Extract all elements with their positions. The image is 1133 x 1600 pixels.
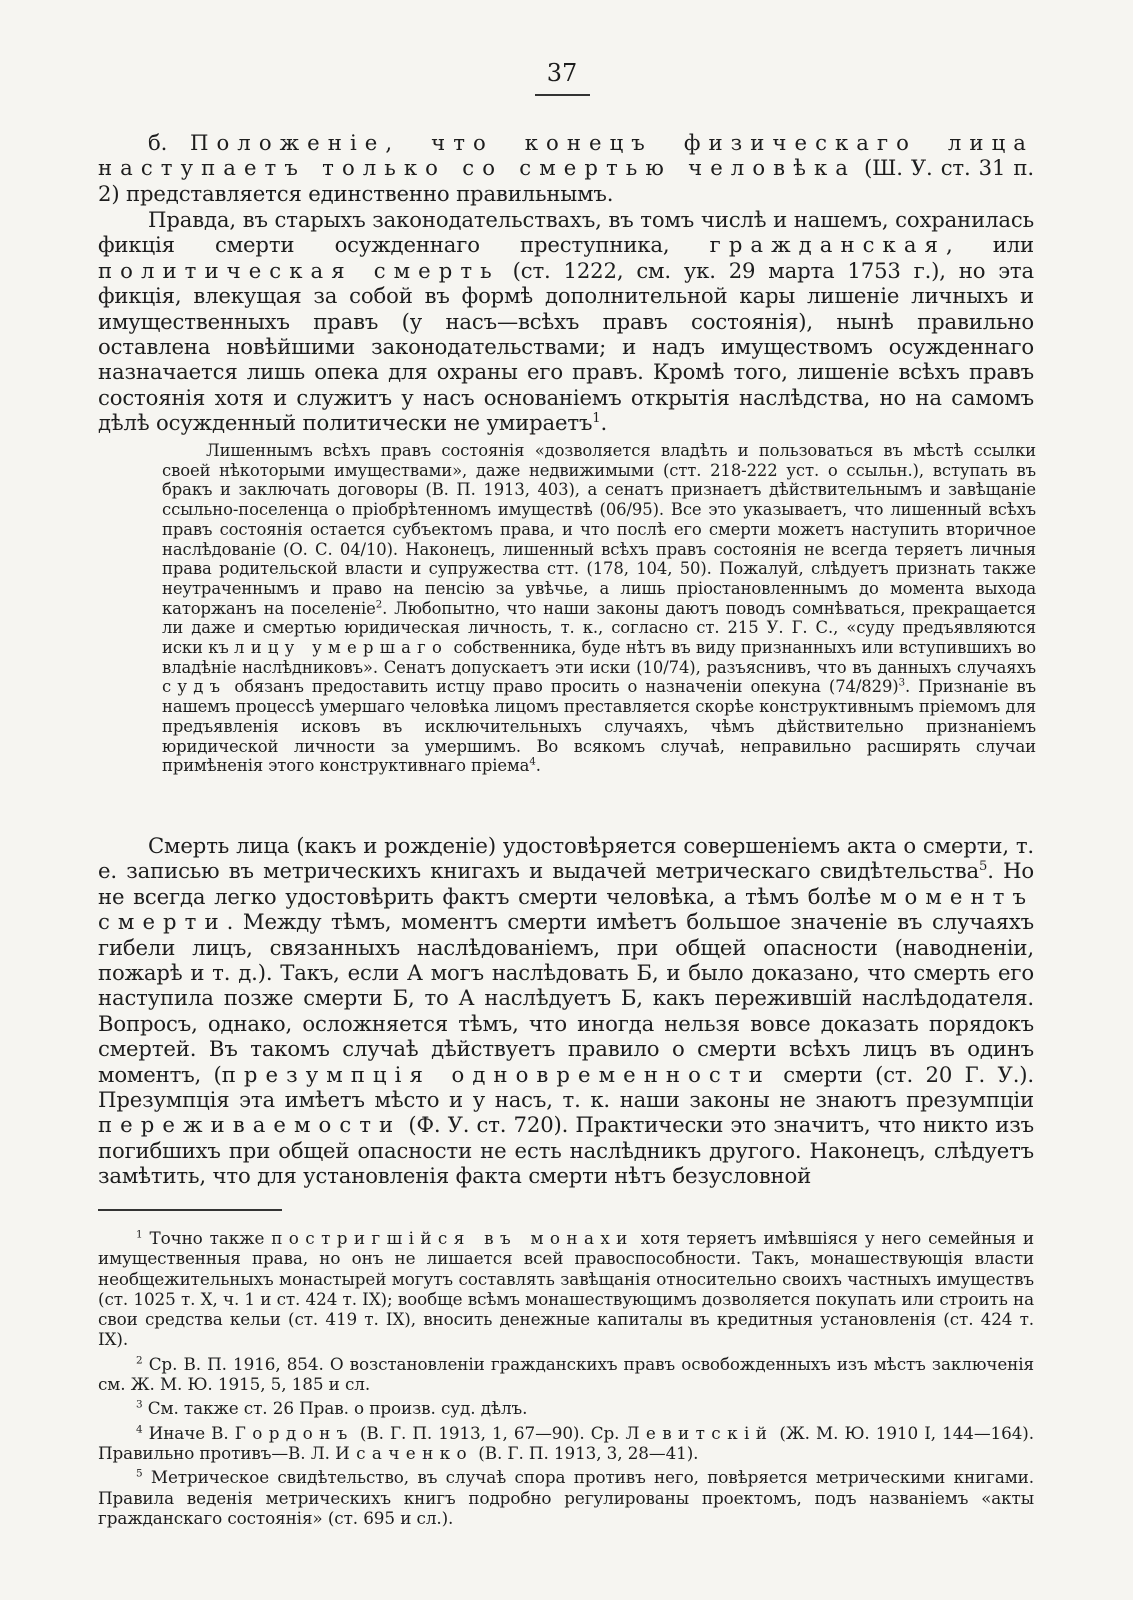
spaced-emphasis: Положеніе, что конецъ физическаго лица наступаетъ только со смертью человѣка xyxy=(98,130,1034,181)
fraction: 06/95 xyxy=(605,500,653,520)
footnote-5: $^5$ Метрическое свидѣтельство, въ случаѣ спора противъ него, повѣряется метрическими книгами. Правила веденія метрическихъ книгъ подробно регулированы проектомъ, подъ названіемъ «акты гражданскаго состоянія» (ст. 695 и сл.). xyxy=(98,1467,1034,1528)
fraction: 04/10 xyxy=(339,539,387,559)
spaced-emphasis: переживаемости xyxy=(98,1112,402,1138)
footnote-number: 3 xyxy=(136,1398,143,1411)
footnote-ref: 5 xyxy=(979,859,988,875)
footnote-ref: 3 xyxy=(898,677,905,689)
footnote-separator xyxy=(98,1209,282,1211)
paragraph-2: Правда, въ старыхъ законодательствахъ, въ томъ числѣ и нашемъ, сохранилась фикція смерти осужденнаго преступника, гражданская, или политическая смерть (ст. 1222, см. ук. 29 марта 1753 г.), но эта фикція, влекущая за собой въ формѣ дополнительной кары лишеніе личныхъ и имущественныхъ правъ (у насъ—всѣхъ правъ состоянія), нынѣ правильно оставлена новѣйшими законодательствами; и надъ имуществомъ осужденнаго назначается лишь опека для охраны его правъ. Кромѣ того, лишеніе всѣхъ правъ состоянія хотя и служитъ у насъ основаніемъ открытія наслѣдства, но на самомъ дѣлѣ осужденный политически не умираетъ$^1$. xyxy=(98,207,1034,436)
spaced-emphasis: Гордонъ xyxy=(234,1422,354,1443)
footnote-1: $^1$ Точно также постригшійся въ монахи хотя теряетъ имѣвшіяся у него семейныя и имущественныя права, но онъ не лишается всей правоспособности. Такъ, монашествующія власти необщежительныхъ монастырей могутъ составлять завѣщанія относительно своихъ частныхъ имуществъ (ст. 1025 т. X, ч. 1 и ст. 424 т. IX); вообще всѣмъ монашествующимъ дозволяется покупать или строить на свои средства кельи (ст. 419 т. IX), вносить денежные капиталы въ кредитныя установленія (ст. 424 т. IX). xyxy=(98,1228,1035,1350)
fraction: 74/829 xyxy=(835,677,893,697)
fraction: 10/74 xyxy=(642,657,690,677)
footnote-2: $^2$ Ср. В. П. 1916, 854. О возстановленіи гражданскихъ правъ освобожденныхъ изъ мѣстъ заключенія см. Ж. М. Ю. 1915, 5, 185 и сл. xyxy=(98,1353,1034,1395)
spaced-emphasis: политическая смерть xyxy=(98,257,500,283)
spaced-emphasis: Исаченко xyxy=(335,1442,474,1463)
spaced-emphasis: постригшійся въ монахи xyxy=(271,1228,634,1248)
inline-note: Лишеннымъ всѣхъ правъ состоянія «дозволяется владѣть и пользоваться въ мѣстѣ ссылки своей нѣкоторыми имуществами», даже недвижимыми (стт. 218-222 уст. о ссыльн.), вступать въ бракъ и заключать договоры (В. П. 1913, 403), а сенатъ признаетъ дѣйствительнымъ и завѣщаніе ссыльно-поселенца о пріобрѣтенномъ имуществѣ (06/95). Все это указываетъ, что лишенный всѣхъ правъ состоянія остается субъектомъ права, и что послѣ его смерти можетъ наступить вторичное наслѣдованіе (О. С. 04/10). Наконецъ, лишенный всѣхъ правъ состоянія не всегда теряетъ личныя права родительской власти и супружества стт. (178, 104, 50). Пожалуй, слѣдуетъ признать также неутраченнымъ и право на пенсію за увѣчье, а лишь пріостановленнымъ до момента выхода каторжанъ на поселеніе$^2$. Любопытно, что наши законы даютъ поводъ сомнѣваться, прекращается ли даже и смертью юридическая личность, т. к., согласно ст. 215 У. Г. С., «суду предъявляются иски къ лицу умершаго собственника, буде нѣтъ въ виду признанныхъ или вступившихъ во владѣніе наслѣдниковъ». Сенатъ допускаетъ эти иски (10/74), разъяснивъ, что въ данныхъ случаяхъ судъ обязанъ предоставить истцу право просить о назначеніи опекуна $(74/829)^3$. Признаніе въ нашемъ процессѣ умершаго человѣка лицомъ преставляется скорѣе конструктивнымъ пріемомъ для предъявленія исковъ въ исключительныхъ случаяхъ, чѣмъ дѣйствительно признаніемъ юридической личности за умершимъ. Во всякомъ случаѣ, неправильно расширять случаи примѣненія этого конструктивнаго пріема$^4$. xyxy=(162,441,1036,776)
page-number: 37 xyxy=(546,59,578,87)
footnote-ref: 2 xyxy=(375,599,383,611)
spaced-emphasis: гражданская xyxy=(709,232,946,258)
spaced-emphasis: судъ xyxy=(162,677,227,697)
spaced-emphasis: презумпція одновременности xyxy=(221,1061,771,1087)
spaced-emphasis: Левитскій xyxy=(625,1422,774,1443)
footnote-ref: 4 xyxy=(529,756,536,768)
footnote-number: 4 xyxy=(136,1423,143,1436)
footnote-number: 1 xyxy=(136,1228,143,1241)
paragraph-1: б. Положеніе, что конецъ физическаго лица наступаетъ только со смертью человѣка (Ш. У. ст. 31 п. 2) представляется единственно правильнымъ. xyxy=(98,130,1034,206)
footnote-number: 5 xyxy=(136,1467,143,1480)
footnote-ref: 1 xyxy=(592,411,601,427)
footnotes xyxy=(98,1228,1034,1532)
page-number-underline xyxy=(535,94,590,96)
spaced-emphasis: лицу умершаго xyxy=(234,638,449,658)
spaced-emphasis: моментъ смерти xyxy=(98,883,1034,935)
footnote-4: $^4$ Иначе В. Гордонъ (В. Г. П. 1913, 1, 67—90). Ср. Левитскій (Ж. М. Ю. 1910 I, 144—164). Правильно противъ—В. Л. Исаченко (В. Г. П. 1913, 3, 28—41). xyxy=(98,1422,1034,1463)
paragraph-3: Смерть лица (какъ и рожденіе) удостовѣряется совершеніемъ акта о смерти, т. е. записью въ метрическихъ книгахъ и выдачей метрическаго свидѣтельства$^5$. Но не всегда легко удостовѣрить фактъ смерти человѣка, а тѣмъ болѣе моментъ смерти. Между тѣмъ, моментъ смерти имѣетъ большое значеніе въ случаяхъ гибели лицъ, связанныхъ наслѣдованіемъ, при общей опасности (наводненіи, пожарѣ и т. д.). Такъ, если А могъ наслѣдовать Б, и было доказано, что смерть его наступила позже смерти Б, то А наслѣдуетъ Б, какъ пережившій наслѣдодателя. Вопросъ, однако, осложняется тѣмъ, что иногда нельзя вовсе доказать порядокъ смертей. Въ такомъ случаѣ дѣйствуетъ правило о смерти всѣхъ лицъ въ одинъ моментъ, (презумпція одновременности смерти (ст. 20 Г. У.). Презумпція эта имѣетъ мѣсто и у насъ, т. к. наши законы не знаютъ презумпціи переживаемости (Ф. У. ст. 720). Практически это значитъ, что никто изъ погибшихъ при общей опасности не есть наслѣдникъ другого. Наконецъ, слѣдуетъ замѣтить, что для установленія факта смерти нѣтъ безусловной xyxy=(98,833,1035,1189)
footnote-number: 2 xyxy=(136,1354,143,1367)
footnote-3: $^3$ См. также ст. 26 Прав. о произв. суд. дѣлъ. xyxy=(136,1398,528,1419)
